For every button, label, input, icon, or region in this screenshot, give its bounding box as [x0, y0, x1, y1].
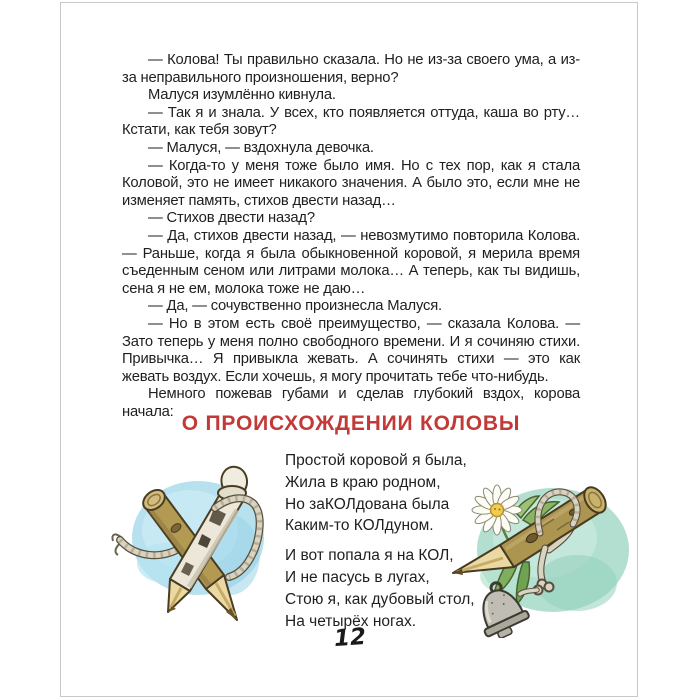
page-number: 12 — [333, 623, 367, 653]
paragraph: — Так я и знала. У всех, кто появляется оттуда, каша во рту… Кстати, как тебя зовут? — [122, 104, 580, 139]
paragraph: — Стихов двести назад? — [148, 210, 315, 227]
paragraph: — Да, стихов двести назад, — невозмутимо повторила Колова. — Раньше, когда я была обыкновенной коровой, я мерила время съеденным сеном или литрами молока… А теперь, как ты видишь, сена я не ем, молока тоже не даю… — [122, 227, 580, 297]
paragraph: Немного пожевав губами и сделав глубокий вздох, корова начала: — [122, 386, 580, 420]
poem-line: Каким-то КОЛдуном. — [285, 517, 434, 535]
page — [60, 2, 638, 697]
poem-line: И не пасусь в лугах, — [285, 568, 430, 586]
chapter-heading: О ПРОИСХОЖДЕНИИ КОЛОВЫ — [181, 412, 521, 435]
poem-line: На четырёх ногах. — [285, 612, 417, 630]
poem-line: Но заКОЛдована была — [285, 495, 450, 513]
poem-line: Жила в краю родном, — [285, 473, 441, 491]
illustration-crossed-stakes-rope — [110, 460, 270, 645]
paragraph: — Колова! Ты правильно сказала. Но не из-за своего ума, а из-за неправильного произношения, верно? — [122, 52, 580, 86]
paragraph: — Да, — сочувственно произнесла Малуся. — [148, 298, 442, 315]
paragraph: — Но в этом есть своё преимущество, — сказала Колова. — Зато теперь у меня полно свободного времени. И я сочиняю стихи. Привычка… Я привыкла жевать. А сочинять стихи — это как жевать воздух. Если хочешь, я могу прочитать тебе что-нибудь. — [122, 315, 580, 385]
body-text — [122, 52, 580, 421]
poem-line: И вот попала я на КОЛ, — [285, 547, 454, 565]
paragraph: Малуся изумлённо кивнула. — [148, 87, 336, 104]
paragraph: — Когда-то у меня тоже было имя. Но с тех пор, как я стала Коловой, это не имеет никакого значения. А было это, если мне не изменяет память, стихов двести назад… — [122, 157, 580, 209]
poem-line: Простой коровой я была, — [285, 452, 467, 469]
poem-line: Стою я, как дубовый стол, — [285, 590, 475, 608]
paragraph: — Малуся, — вздохнула девочка. — [148, 139, 374, 156]
